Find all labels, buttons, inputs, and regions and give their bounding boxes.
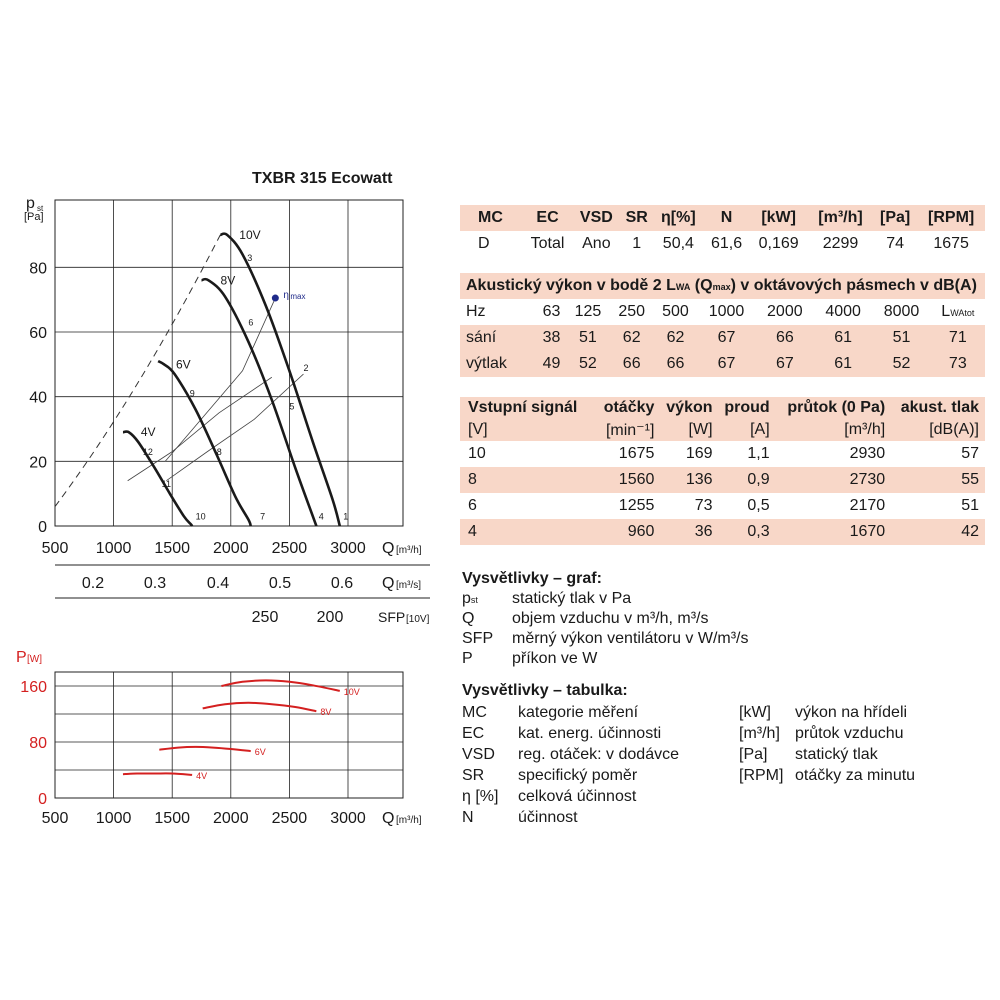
y-tick-label: 80 — [29, 260, 47, 278]
signal-header-cell: proud — [724, 399, 770, 416]
acoustic-title-part: (Q — [690, 277, 713, 294]
acoustic-band-cell: 63 — [542, 303, 561, 320]
y-axis-label: p — [26, 195, 35, 212]
signal-value-cell: 0,9 — [747, 471, 770, 488]
table-legend-key: VSD — [462, 746, 495, 763]
signal-header-cell: Vstupní signál — [468, 399, 578, 416]
signal-value-cell: 960 — [627, 523, 655, 540]
signal-value-cell: 73 — [694, 497, 713, 514]
signal-value-cell: 1560 — [618, 471, 655, 488]
signal-unit-cell: [dB(A)] — [929, 421, 979, 438]
x3-axis-label: SFP — [378, 609, 406, 625]
main-table-value-cell: 61,6 — [710, 235, 743, 252]
signal-header-cell: výkon — [666, 399, 713, 416]
y-axis-label: P — [16, 649, 27, 666]
acoustic-value-cell: 38 — [542, 329, 561, 346]
power-curve-8V — [203, 703, 317, 711]
acoustic-value-cell: 62 — [666, 329, 685, 346]
acoustic-value-cell: 71 — [948, 329, 967, 346]
fan-curve-label: 8V — [220, 273, 236, 288]
graph-legend-key-main: p — [462, 590, 471, 607]
acoustic-value-cell: 66 — [622, 355, 641, 372]
acoustic-band-cell: 1000 — [708, 303, 745, 320]
x-tick-label: 1000 — [95, 810, 132, 827]
main-table-header-cell: [Pa] — [880, 209, 911, 226]
chart-title: TXBR 315 Ecowatt — [252, 170, 393, 187]
x-tick-label: 2000 — [213, 810, 249, 827]
acoustic-total-label — [931, 299, 985, 325]
signal-header-row — [460, 397, 985, 419]
signal-units-row — [460, 419, 985, 441]
system-curve — [165, 298, 275, 461]
acoustic-row-label: výtlak — [466, 355, 507, 372]
eta-max-point — [272, 295, 279, 302]
acoustic-value-cell: 62 — [622, 329, 641, 346]
acoustic-band-cell: 8000 — [883, 303, 920, 320]
operating-point-label: 11 — [161, 479, 171, 490]
operating-point-label: 2 — [303, 362, 309, 373]
x-tick-label: 1500 — [154, 540, 190, 557]
main-table-value-cell: Ano — [582, 235, 611, 252]
main-table-header-cell: EC — [536, 209, 559, 226]
fan-curve-label: 10V — [239, 228, 261, 242]
acoustic-title-sub: max — [712, 282, 731, 292]
max-envelope-dashed-line — [55, 235, 220, 507]
operating-point-label: 10 — [195, 511, 206, 522]
acoustic-band-cell: 2000 — [767, 303, 803, 320]
acoustic-value-cell: 51 — [579, 329, 597, 346]
signal-value-cell: 0,3 — [747, 523, 770, 540]
signal-value-cell: 8 — [468, 471, 477, 488]
signal-value-cell: 2930 — [849, 445, 886, 462]
graph-legend-key — [462, 590, 478, 608]
signal-value-cell: 1255 — [618, 497, 655, 514]
y-tick-label: 160 — [20, 679, 47, 696]
x-tick-label: 1500 — [154, 810, 190, 827]
x2-tick-label: 0.5 — [268, 575, 292, 592]
table-legend-value: specifický poměr — [518, 767, 638, 784]
signal-header-cell: otáčky — [603, 399, 655, 416]
y-axis-label-sub: st — [37, 204, 44, 213]
table-legend-key: [Pa] — [739, 746, 768, 763]
table-legend — [462, 682, 982, 832]
acoustic-band-cell: 250 — [618, 303, 646, 320]
x-tick-label: 1000 — [95, 540, 132, 557]
operating-point-label: 3 — [247, 252, 253, 263]
signal-unit-cell: [min⁻¹] — [605, 422, 655, 439]
signal-value-cell: 0,5 — [747, 497, 770, 514]
signal-value-cell: 1,1 — [747, 445, 770, 462]
table-legend-value: celková účinnost — [518, 788, 637, 805]
signal-unit-cell: [m³/h] — [844, 421, 886, 438]
acoustic-total-sub: WAtot — [950, 308, 975, 318]
signal-value-cell: 1675 — [618, 445, 655, 462]
operating-point-label: 7 — [260, 511, 266, 522]
graph-legend-key-main: P — [462, 650, 473, 667]
operating-point-label: 4 — [318, 511, 324, 522]
acoustic-value-cell: 52 — [579, 355, 597, 372]
main-table-value-cell: D — [478, 235, 490, 252]
power-curve-4V — [123, 773, 192, 775]
main-table-value-cell: 50,4 — [662, 235, 694, 252]
acoustic-value-cell: 49 — [542, 355, 561, 372]
graph-legend-title: Vysvětlivky – graf: — [462, 570, 602, 587]
signal-table — [460, 397, 985, 545]
x-tick-label: 500 — [41, 540, 69, 557]
table-legend-key: [RPM] — [739, 767, 784, 784]
power-curve-label: 6V — [254, 747, 266, 758]
signal-value-cell: 169 — [685, 445, 713, 462]
signal-value-cell: 136 — [685, 471, 713, 488]
power-curve-6V — [159, 747, 250, 751]
x-tick-label: 3000 — [330, 540, 366, 557]
y-axis-unit: [W] — [27, 654, 42, 665]
signal-row — [460, 493, 985, 519]
acoustic-value-cell: 66 — [775, 329, 794, 346]
main-table-header-cell: SR — [625, 209, 648, 226]
main-table-value-cell: 2299 — [822, 235, 859, 252]
main-table-header-cell: N — [720, 209, 733, 226]
table-legend-key: [kW] — [739, 704, 771, 721]
system-curve — [166, 374, 303, 481]
signal-row — [460, 467, 985, 493]
acoustic-value-cell: 73 — [948, 355, 967, 372]
x-axis-unit: [m³/h] — [396, 815, 422, 826]
main-table-header-cell: VSD — [579, 209, 613, 226]
main-table-header-cell: η[%] — [661, 209, 696, 226]
acoustic-title-part: ) v oktávových pásmech v dB(A) — [730, 277, 977, 294]
fan-curve-4V — [123, 432, 192, 526]
main-table-value-cell: 74 — [886, 235, 905, 252]
table-legend-value: výkon na hřídeli — [795, 704, 908, 721]
acoustic-value-cell: 52 — [892, 355, 911, 372]
operating-point-label: 8 — [216, 446, 222, 457]
graph-legend-key — [462, 630, 493, 648]
power-curve-label: 10V — [343, 686, 360, 697]
main-parameter-table — [460, 205, 985, 257]
operating-point-label: 6 — [248, 317, 254, 328]
acoustic-title-row — [460, 273, 985, 299]
main-table-value-cell: 1675 — [933, 235, 969, 252]
x-tick-label: 2500 — [271, 810, 308, 827]
table-legend-key: η [%] — [462, 788, 499, 805]
signal-value-cell: 2730 — [849, 471, 886, 488]
table-legend-value: reg. otáček: v dodávce — [518, 746, 679, 763]
power-chart — [16, 649, 422, 827]
table-legend-value: průtok vzduchu — [795, 725, 904, 742]
x2-axis-unit: [m³/s] — [396, 580, 421, 591]
graph-legend-value: objem vzduchu v m³/h, m³/s — [512, 610, 709, 627]
x2-tick-label: 0.3 — [143, 575, 167, 592]
signal-header-cell: průtok (0 Pa) — [787, 399, 886, 416]
y-tick-label: 0 — [38, 519, 47, 536]
signal-value-cell: 36 — [694, 523, 713, 540]
table-legend-value: kat. energ. účinnosti — [518, 725, 662, 742]
signal-header-cell: akust. tlak — [900, 399, 979, 416]
acoustic-bands-row — [460, 299, 985, 325]
main-table-value-cell: Total — [530, 235, 565, 252]
graph-legend-key-main: Q — [462, 610, 475, 627]
acoustic-title — [460, 273, 985, 299]
fan-curve-label: 4V — [140, 425, 156, 440]
acoustic-value-cell: 61 — [834, 329, 853, 346]
x2-tick-label: 0.2 — [81, 575, 105, 592]
x2-tick-label: 0.6 — [330, 575, 354, 592]
graph-legend-value: statický tlak v Pa — [512, 590, 632, 607]
signal-value-cell: 42 — [961, 523, 979, 540]
main-table-header-cell: MC — [478, 209, 503, 226]
x2-axis-label: Q — [382, 575, 395, 592]
operating-point-label: 1 — [343, 511, 349, 522]
x-tick-label: 2500 — [271, 540, 308, 557]
acoustic-row-vytlak — [460, 351, 985, 377]
acoustic-total-main: L — [941, 303, 951, 320]
signal-value-cell: 2170 — [849, 497, 886, 514]
power-curve-label: 8V — [320, 707, 332, 718]
acoustic-band-cell: 500 — [662, 303, 689, 320]
y-tick-label: 60 — [29, 325, 47, 342]
acoustic-hz-label: Hz — [466, 303, 486, 320]
signal-unit-cell: [A] — [750, 421, 770, 438]
signal-unit-cell: [W] — [688, 421, 713, 438]
acoustic-title-part: Akustický výkon v bodě 2 L — [466, 277, 676, 294]
table-legend-key: EC — [462, 725, 485, 742]
graph-legend-value: měrný výkon ventilátoru v W/m³/s — [512, 630, 749, 647]
pressure-chart — [24, 195, 430, 626]
table-legend-key: MC — [462, 704, 487, 721]
main-table-header-cell: [RPM] — [928, 209, 975, 226]
signal-value-cell: 4 — [468, 523, 477, 540]
operating-point-label: 12 — [142, 446, 153, 457]
acoustic-value-cell: 67 — [717, 355, 736, 372]
table-legend-key: SR — [462, 767, 485, 784]
table-legend-key: N — [462, 809, 474, 826]
y-tick-label: 40 — [29, 389, 47, 407]
graph-legend-key-sub: st — [470, 595, 478, 605]
x2-tick-label: 0.4 — [206, 575, 230, 592]
graph-legend-key — [462, 650, 473, 668]
acoustic-value-cell: 67 — [775, 355, 794, 372]
table-legend-value: otáčky za minutu — [795, 767, 916, 784]
acoustic-title-sub: WA — [675, 282, 691, 292]
main-table-header-cell: [kW] — [761, 209, 796, 226]
signal-row — [460, 519, 985, 545]
table-legend-title: Vysvětlivky – tabulka: — [462, 682, 628, 699]
fan-curve-label: 6V — [175, 357, 191, 372]
signal-unit-cell: [V] — [468, 421, 488, 438]
graph-legend-key — [462, 610, 474, 628]
x-axis-unit: [m³/h] — [396, 545, 422, 556]
signal-value-cell: 6 — [468, 497, 477, 514]
y-tick-label: 80 — [29, 735, 47, 752]
acoustic-value-cell: 66 — [666, 355, 685, 372]
operating-point-label: 5 — [289, 401, 295, 412]
x-axis-label: Q — [382, 810, 395, 827]
acoustic-table — [460, 273, 985, 377]
acoustic-band-cell: 4000 — [825, 303, 861, 320]
main-table-value-cell: 0,169 — [758, 235, 799, 252]
pressure-chart-frame — [55, 200, 403, 526]
x-axis-label: Q — [382, 540, 395, 557]
acoustic-value-cell: 51 — [892, 329, 911, 346]
x3-axis-unit: [10V] — [406, 614, 430, 625]
table-legend-value: statický tlak — [795, 746, 878, 763]
power-curve-label: 4V — [196, 770, 208, 781]
x-tick-label: 500 — [41, 810, 69, 827]
y-tick-label: 0 — [38, 791, 47, 808]
main-table-value-cell: 1 — [632, 235, 642, 252]
operating-point-label: 9 — [189, 388, 195, 399]
x-tick-label: 2000 — [213, 540, 249, 557]
table-legend-key: [m³/h] — [739, 725, 780, 742]
graph-legend-key-main: SFP — [462, 630, 494, 647]
acoustic-value-cell: 67 — [717, 329, 736, 346]
eta-max-label-sub: max — [290, 292, 306, 302]
y-axis-unit: [Pa] — [24, 211, 44, 223]
signal-value-cell: 1670 — [849, 523, 886, 540]
signal-value-cell: 51 — [961, 497, 979, 514]
main-table-header-row — [460, 205, 985, 231]
table-legend-value: kategorie měření — [518, 704, 639, 721]
x3-tick-label: 250 — [251, 609, 279, 626]
signal-value-cell: 57 — [961, 445, 979, 462]
main-table-header-cell: [m³/h] — [818, 209, 863, 226]
graph-legend — [462, 570, 982, 680]
y-tick-label: 20 — [29, 454, 47, 472]
signal-value-cell: 10 — [468, 445, 486, 462]
acoustic-value-cell: 61 — [834, 355, 853, 372]
acoustic-band-cell: 125 — [574, 303, 602, 320]
eta-max-label: η — [283, 290, 289, 302]
signal-value-cell: 55 — [961, 471, 979, 488]
fan-curve-10V — [220, 234, 340, 526]
graph-legend-value: příkon ve W — [512, 650, 598, 667]
x3-tick-label: 200 — [316, 609, 344, 626]
acoustic-row-label: sání — [466, 329, 497, 346]
table-legend-value: účinnost — [518, 809, 578, 826]
main-table-value-row — [460, 231, 985, 257]
acoustic-row-sani — [460, 325, 985, 351]
signal-row — [460, 441, 985, 467]
x-tick-label: 3000 — [330, 810, 366, 827]
